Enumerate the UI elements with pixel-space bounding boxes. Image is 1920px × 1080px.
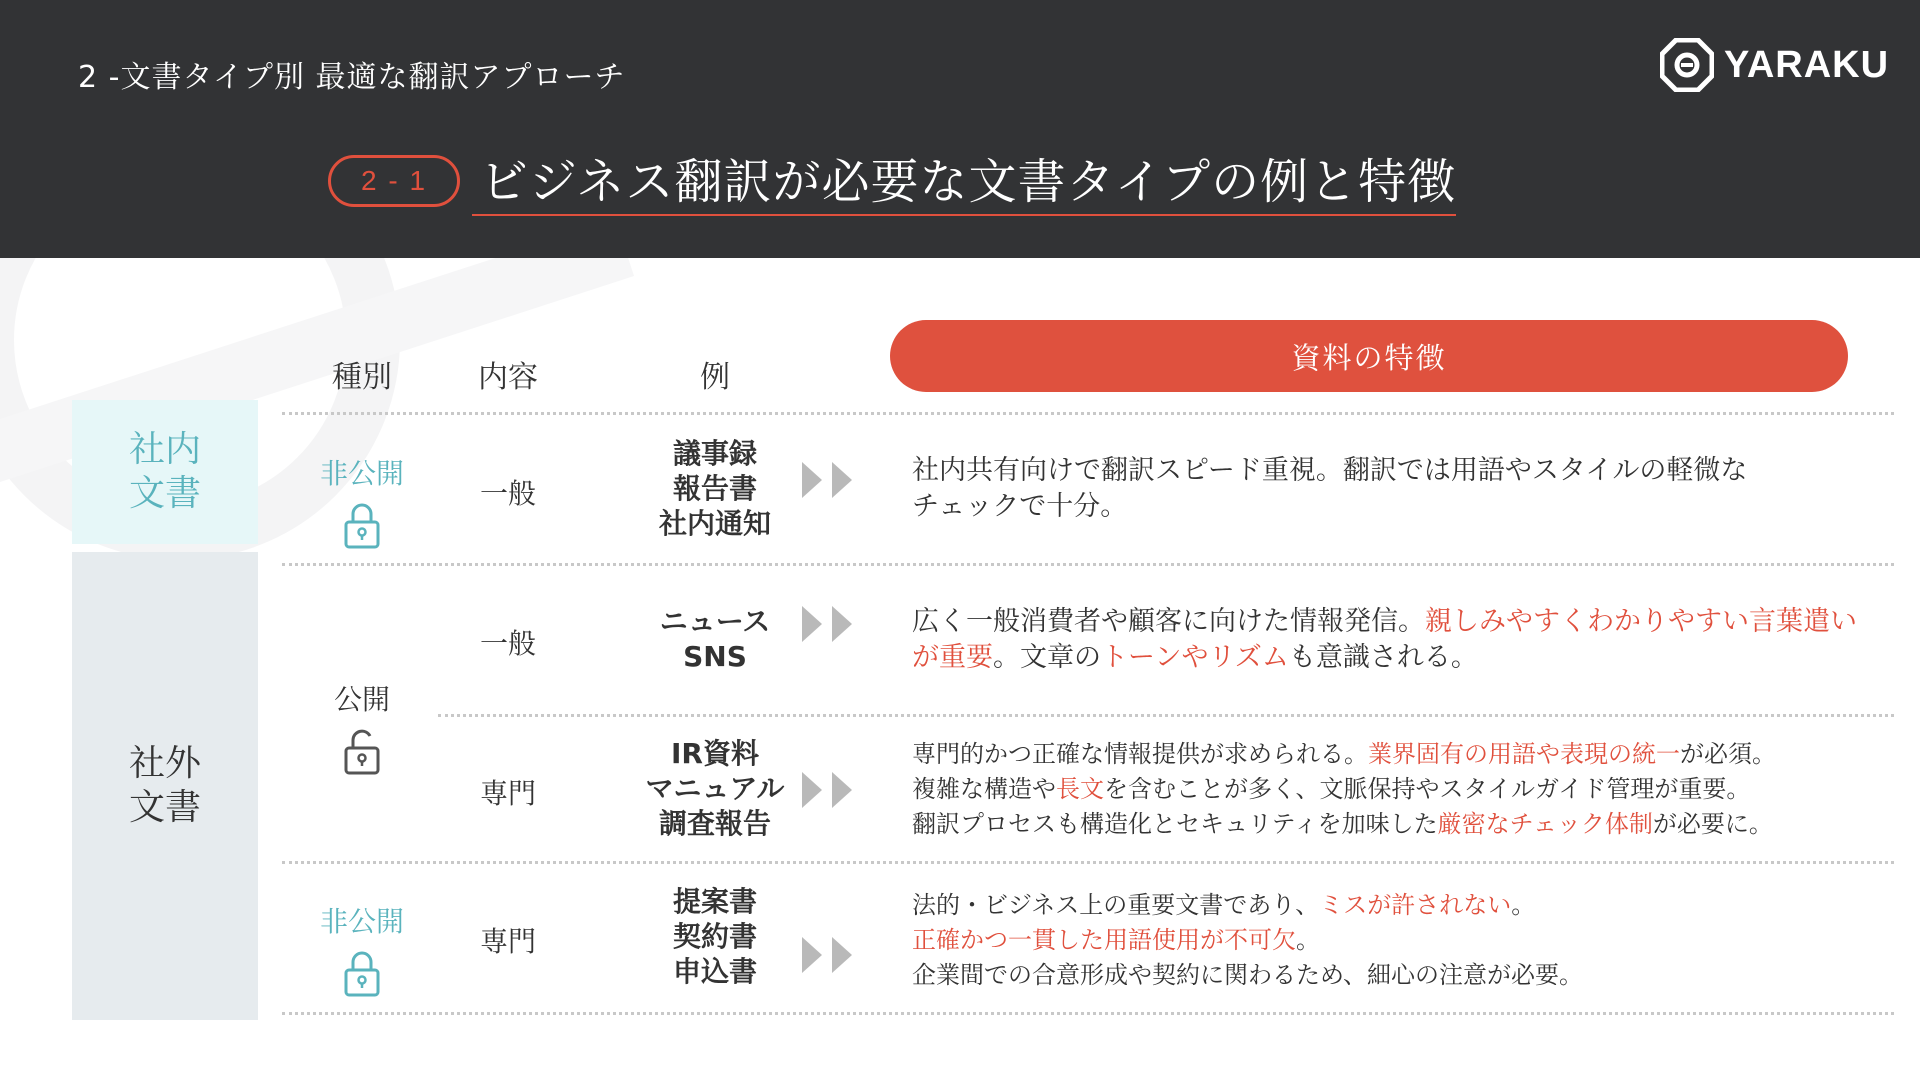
column-header-features: 資料の特徴 xyxy=(890,320,1848,392)
category-external-label-line1: 社外 xyxy=(128,743,201,784)
description-line xyxy=(912,807,1872,842)
description-segment: が必須。 xyxy=(1680,740,1776,768)
description-segment: が必要に。 xyxy=(1652,810,1773,838)
category-external-documents xyxy=(72,552,258,1020)
example-item: 契約書 xyxy=(672,920,757,953)
column-header-example: 例 xyxy=(700,360,730,395)
description-segment: を含むことが多く、文脈保持やスタイルガイド管理が重要。 xyxy=(1104,775,1751,803)
content-type: 専門 xyxy=(479,925,536,958)
description-segment: も意識される。 xyxy=(1288,642,1478,673)
description-line xyxy=(912,888,1872,923)
double-chevron-arrow-icon xyxy=(800,460,860,500)
content-type: 一般 xyxy=(479,477,536,510)
example-item: SNS xyxy=(683,640,747,673)
examples-list xyxy=(620,604,810,674)
row-divider xyxy=(282,1012,1894,1015)
page-title: ビジネス翻訳が必要な文書タイプの例と特徴 xyxy=(480,154,1457,210)
content-type: 一般 xyxy=(479,627,536,660)
description-segment: 企業間での合意形成や契約に関わるため、細心の注意が必要。 xyxy=(912,961,1584,989)
access-type-public xyxy=(292,678,432,776)
description-text xyxy=(912,888,1872,993)
description-highlight: 業界固有の用語や表現の統一 xyxy=(1368,740,1680,768)
description-segment: 広く一般消費者や顧客に向けた情報発信。 xyxy=(912,606,1425,637)
category-external-label-line2: 文書 xyxy=(128,787,201,828)
example-item: ニュース xyxy=(659,605,771,638)
access-type-label: 非公開 xyxy=(319,457,404,490)
header-bar xyxy=(0,0,1920,258)
column-header-content: 内容 xyxy=(478,360,538,395)
description-line xyxy=(912,737,1872,772)
description-highlight: トーンやリズム xyxy=(1101,642,1289,673)
section-number-badge: 2 - 1 xyxy=(328,155,460,207)
column-header-type: 種別 xyxy=(332,360,392,395)
brand-logo xyxy=(1660,38,1889,92)
description-line: 社内共有向けで翻訳スピード重視。翻訳では用語やスタイルの軽微な xyxy=(912,455,1748,486)
example-item: 議事録 xyxy=(672,437,757,470)
access-type-label: 公開 xyxy=(333,683,390,716)
double-chevron-arrow-icon xyxy=(800,935,860,975)
examples-list xyxy=(620,884,810,989)
description-segment: 複雑な構造や xyxy=(912,775,1056,803)
double-chevron-arrow-icon xyxy=(800,604,860,644)
yaraku-logo-icon xyxy=(1660,38,1714,92)
description-segment: 翻訳プロセスも構造化とセキュリティを加味した xyxy=(912,810,1438,838)
description-line xyxy=(912,772,1872,807)
lock-open-icon xyxy=(342,726,382,776)
title-underline xyxy=(472,214,1456,216)
access-type-label: 非公開 xyxy=(319,905,404,938)
brand-name: YARAKU xyxy=(1724,43,1890,86)
example-item: マニュアル xyxy=(645,772,785,805)
row-divider xyxy=(282,563,1894,566)
description-highlight: 正確かつ一貫した用語使用が不可欠 xyxy=(912,926,1296,954)
description-segment: 専門的かつ正確な情報提供が求められる。 xyxy=(912,740,1368,768)
access-type-private xyxy=(292,900,432,998)
content-type: 専門 xyxy=(479,777,536,810)
lock-closed-icon xyxy=(342,500,382,550)
category-internal-label-line1: 社内 xyxy=(128,429,201,470)
description-text xyxy=(912,453,1862,525)
example-item: IR資料 xyxy=(671,737,759,770)
example-item: 報告書 xyxy=(672,472,757,505)
double-chevron-arrow-icon xyxy=(800,770,860,810)
row-divider xyxy=(282,861,1894,864)
example-item: 申込書 xyxy=(672,955,757,988)
description-segment: 。 xyxy=(1511,891,1536,919)
description-segment: 法的・ビジネス上の重要文書であり、 xyxy=(912,891,1320,919)
description-highlight: 厳密なチェック体制 xyxy=(1437,810,1653,838)
examples-list xyxy=(620,436,810,541)
example-item: 調査報告 xyxy=(658,807,771,840)
description-highlight: ミスが許されない xyxy=(1319,891,1512,919)
access-type-private xyxy=(292,452,432,550)
category-internal-label-line2: 文書 xyxy=(128,473,201,514)
example-item: 社内通知 xyxy=(658,507,771,540)
description-segment: 。 xyxy=(1296,926,1320,954)
row-divider xyxy=(282,412,1894,415)
examples-list xyxy=(620,736,810,841)
section-subtitle: 2 -文書タイプ別 最適な翻訳アプローチ xyxy=(78,60,626,95)
example-item: 提案書 xyxy=(672,885,757,918)
description-segment: 。文章の xyxy=(993,642,1101,673)
description-text xyxy=(912,604,1862,676)
row-divider xyxy=(438,714,1894,717)
description-line: チェックで十分。 xyxy=(912,491,1128,522)
description-line xyxy=(912,923,1872,958)
description-highlight: 親しみやすくわかりやすい言葉遣いが重要 xyxy=(912,606,1857,673)
description-line xyxy=(912,958,1872,993)
category-internal-documents xyxy=(72,400,258,544)
lock-closed-icon xyxy=(342,948,382,998)
description-text xyxy=(912,737,1872,842)
description-highlight: 長文 xyxy=(1056,775,1104,803)
